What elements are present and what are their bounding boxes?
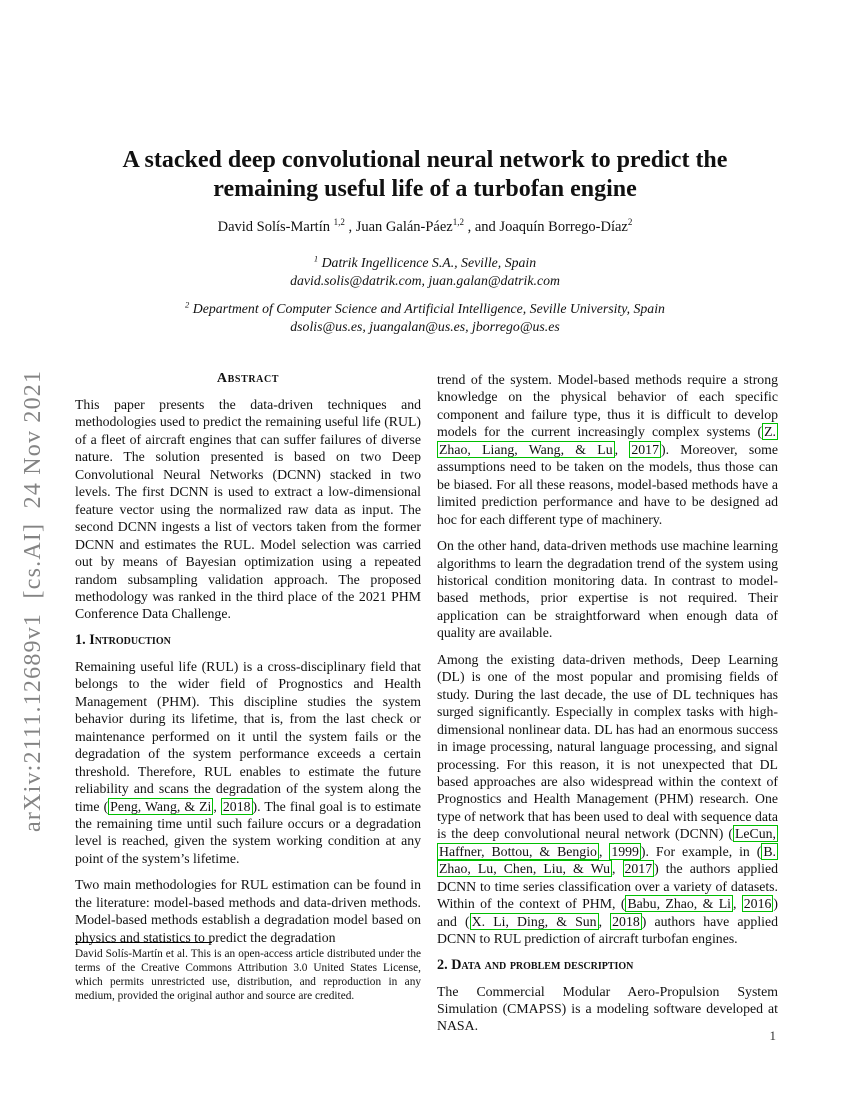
citation-link[interactable]: 2018 [612, 913, 640, 929]
authors-line [0, 219, 850, 236]
text-run: , [598, 843, 610, 859]
superscript-marker: 2 [185, 299, 190, 310]
text-run: ). For example, in ( [640, 843, 762, 859]
citation-link[interactable]: 2017 [631, 441, 659, 457]
intro-paragraph-1 [75, 658, 421, 867]
citation-link[interactable]: 2018 [222, 798, 251, 814]
text-run: ) and ( [437, 896, 778, 929]
superscript-marker: 1 [313, 253, 319, 264]
arxiv-banner: arXiv:2111.12689v1 [cs.AI] 24 Nov 2021 [20, 369, 46, 832]
affiliation-1 [0, 254, 850, 290]
affiliation-2-name [0, 300, 850, 318]
abstract-heading: Abstract [216, 371, 280, 386]
superscript-marker: 2 [627, 217, 633, 228]
affiliation-2 [0, 300, 850, 336]
text-run: ) the authors applied DCNN to time series classification over a variety of datasets. Within of the context of PHM, ( [437, 861, 778, 912]
paper-title-line-2: remaining useful life of a turbofan engine [213, 176, 637, 202]
body-paragraph-model-based [437, 371, 778, 528]
text-run: , [614, 441, 630, 457]
paper-title [0, 146, 850, 204]
citation-link[interactable]: LeCun, Haffner, Bottou, & Bengio [439, 826, 776, 859]
body-paragraph-data-driven: On the other hand, data-driven methods use machine learning algorithms to learn the degradation trend of the system using historical condition monitoring data. In contrast to model-based methods, prior expertise is not required. Their application can be straightforward when enough data of quality are available. [437, 538, 778, 641]
citation-link[interactable]: 2017 [624, 861, 653, 877]
text-run: , [213, 798, 221, 814]
affiliation-1-emails: david.solis@datrik.com, juan.galan@datrik.com [290, 273, 560, 288]
text-run: Among the existing data-driven methods, Deep Learning (DL) is one of the most popular and promising fields of study. During the last decade, the use of DL techniques has surged significantly. Especially in complex tasks with high-dimensional nonlinear data. DL has had an enormous success in image processing, natural language processing, and signal processing. For this reason, it is not unexpected that DL based approaches are also widespread within the context of Prognostics and Health Management (PHM) research. One type of network that has been used to deal with sequence data is the deep convolutional neural network (DCNN) ( [437, 651, 778, 842]
citation-link[interactable]: 1999 [611, 843, 639, 859]
text-run: ). Moreover, some assumptions need to be taken on the models, thus those can be biased. For all these reasons, model-based methods have a limited prediction performance and have to be designed ad hoc for each different type of machinery. [437, 441, 778, 527]
citation-link[interactable]: Peng, Wang, & Zi [110, 798, 212, 814]
text-run: , [598, 913, 611, 929]
paper-title-line-1: A stacked deep convolutional neural network to predict the [122, 147, 728, 173]
body-paragraph-cmapss: The Commercial Modular Aero-Propulsion System Simulation (CMAPSS) is a modeling software developed at NASA. [437, 983, 778, 1034]
text-run: Remaining useful life (RUL) is a cross-disciplinary field that belongs to the wider field of Prognostics and Health Management (PHM). This discipline studies the system behavior during its lifetime, that is, from the last check or maintenance performed on it until the system fails or the degradation of the system performance exceeds a certain threshold. Therefore, RUL enables to estimate the future reliability and scans the degradation of the system along the time ( [75, 658, 421, 814]
page-number: 1 [769, 1028, 776, 1043]
text-run: Datrik Ingellicence S.A., Seville, Spain [318, 255, 537, 270]
abstract-body: This paper presents the data-driven techniques and methodologies used to predict the remaining useful life (RUL) of a fleet of aircraft engines that can suffer failures of diverse nature. The solution presented is based on two Deep Convolutional Neural Networks (DCNN) stacked in two levels. The first DCNN is used to extract a low-dimensional feature vector using the normalized raw data as input. The second DCNN ingests a list of vectors taken from the former DCNN and estimates the RUL. Model selection was carried out by means of Bayesian optimization using a repeated random subsampling validation approach. The proposed methodology was ranked in the third place of the 2021 PHM Conference Data Challenge. [75, 397, 421, 622]
section-heading-introduction: 1. Introduction [75, 631, 171, 648]
intro-paragraph-2: Two main methodologies for RUL estimation can be found in the literature: model-based methods and data-driven methods. Model-based methods establish a degradation model based on physics and statistics to predict the degradation [75, 877, 421, 945]
left-column [75, 371, 421, 955]
superscript-marker: 1,2 [452, 217, 464, 228]
text-run: Department of Computer Science and Artificial Intelligence, Seville University, Spain [189, 301, 665, 316]
text-run: , Juan Galán-Páez [344, 219, 453, 235]
citation-link[interactable]: 2016 [743, 896, 772, 912]
footnote-rule [75, 942, 212, 943]
citation-link[interactable]: X. Li, Ding, & Sun [471, 913, 597, 929]
text-run: , [732, 896, 742, 912]
right-column [437, 371, 778, 1044]
license-footnote [75, 942, 421, 1003]
citation-link[interactable]: Babu, Zhao, & Li [627, 896, 731, 912]
affiliation-2-emails: dsolis@us.es, juangalan@us.es, jborrego@us.es [290, 319, 560, 334]
text-run: , and Joaquín Borrego-Díaz [463, 219, 628, 235]
affiliation-1-name [0, 254, 850, 272]
section-heading-data-description: 2. Data and problem description [437, 956, 634, 973]
text-run: ) authors have applied DCNN to RUL prediction of aircraft turbofan engines. [437, 913, 779, 947]
citation-link[interactable]: B. Zhao, Lu, Chen, Liu, & Wu [439, 843, 777, 877]
citation-link[interactable]: Z. Zhao, Liang, Wang, & Lu [439, 424, 776, 457]
body-paragraph-deep-learning [437, 651, 778, 948]
text-run: David Solís-Martín [217, 219, 334, 235]
text-run: ). The final goal is to estimate the remaining time until such failure occurs or a degradation level is reached, given the system working condition at any point of the system’s lifetime. [75, 798, 421, 866]
superscript-marker: 1,2 [333, 217, 345, 228]
footnote-text: David Solís-Martín et al. This is an open-access article distributed under the terms of the Creative Commons Attribution 3.0 United States License, which permits unrestricted use, distribution, and reproduction in any medium, provided the original author and source are credited. [75, 948, 421, 1002]
text-run: trend of the system. Model-based methods require a strong knowledge on the physical behavior of each specific component and failure type, thus it is difficult to develop models for the current increasingly complex systems ( [437, 372, 778, 440]
text-run: , [611, 861, 623, 877]
